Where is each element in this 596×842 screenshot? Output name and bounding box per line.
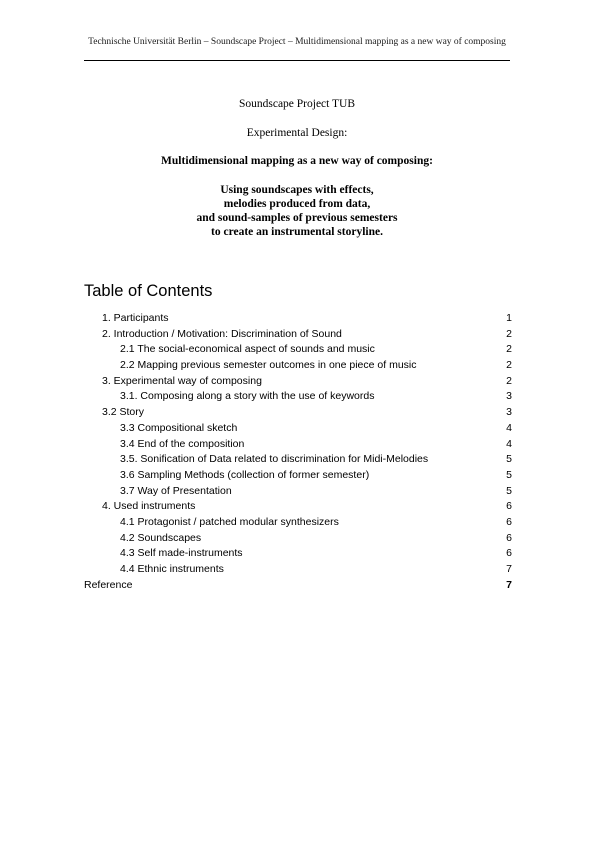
subtitle-line: Using soundscapes with effects,: [220, 184, 374, 196]
toc-entry-page: 7: [506, 563, 512, 575]
toc-entry-page: 4: [506, 437, 512, 450]
toc-entry-page: 2: [506, 359, 512, 372]
toc-entry-label: 3.7 Way of Presentation: [120, 484, 232, 497]
toc-entry[interactable]: [84, 358, 512, 374]
toc-entry[interactable]: [84, 342, 512, 358]
toc-entry[interactable]: [84, 531, 512, 547]
toc-entry-page: 6: [506, 547, 512, 560]
subtitle-block: [84, 183, 510, 239]
toc-entry[interactable]: [84, 311, 512, 327]
toc-entry-page: 5: [506, 453, 512, 466]
subtitle-line: and sound-samples of previous semesters: [196, 212, 398, 224]
toc-entry-label: 1. Participants: [102, 312, 169, 324]
toc-entry-label: 4.1 Protagonist / patched modular synthesizers: [120, 515, 339, 528]
toc-entry[interactable]: [84, 327, 512, 343]
subtitle-line: melodies produced from data,: [223, 198, 371, 210]
toc-entry-label: 2. Introduction / Motivation: Discrimination of Sound: [102, 327, 342, 340]
toc-entry-page: 6: [506, 500, 512, 513]
toc-entry-label: 4.4 Ethnic instruments: [120, 563, 224, 575]
subtitle-line: to create an instrumental storyline.: [211, 226, 383, 238]
toc-entry-page: 6: [506, 515, 512, 528]
table-of-contents: [84, 311, 512, 593]
toc-entry-page: 3: [506, 390, 512, 403]
design-label: Experimental Design:: [246, 127, 348, 139]
toc-entry-label: Reference: [84, 578, 133, 591]
toc-entry[interactable]: [84, 468, 512, 484]
header-rule: [84, 60, 510, 61]
toc-entry[interactable]: [84, 515, 512, 531]
toc-entry-page: 2: [506, 327, 512, 340]
toc-entry-label: 3.6 Sampling Methods (collection of former semester): [120, 468, 370, 481]
toc-entry-page: 5: [506, 468, 512, 481]
toc-entry-label: 2.1 The social-economical aspect of sounds and music: [120, 343, 375, 356]
toc-entry[interactable]: [84, 484, 512, 500]
toc-entry[interactable]: [84, 374, 512, 390]
toc-entry[interactable]: [84, 546, 512, 562]
toc-entry-page: 5: [506, 484, 512, 497]
toc-entry-page: 2: [506, 343, 512, 356]
toc-entry-page: 2: [506, 374, 512, 387]
toc-entry-label: 4.2 Soundscapes: [120, 531, 202, 544]
toc-entry-label: 2.2 Mapping previous semester outcomes in one piece of music: [120, 359, 417, 372]
toc-entry-label: 3.2 Story: [102, 406, 145, 419]
toc-entry[interactable]: [84, 562, 512, 578]
toc-entry-label: 3.5. Sonification of Data related to discrimination for Midi-Melodies: [120, 453, 429, 466]
toc-entry-label: 3.4 End of the composition: [120, 437, 245, 450]
toc-entry-page: 7: [506, 578, 512, 591]
toc-entry[interactable]: [84, 421, 512, 437]
toc-entry-label: 3. Experimental way of composing: [102, 374, 262, 387]
running-header: Technische Universität Berlin – Soundscape Project – Multidimensional mapping as a new way of composing: [88, 37, 506, 47]
toc-entry[interactable]: [84, 452, 512, 468]
toc-entry[interactable]: [84, 437, 512, 453]
toc-entry-page: 6: [506, 531, 512, 544]
main-title: Multidimensional mapping as a new way of composing:: [161, 155, 433, 167]
toc-entry-label: 4. Used instruments: [102, 500, 196, 513]
toc-entry[interactable]: [84, 578, 512, 594]
toc-entry-label: 4.3 Self made-instruments: [120, 547, 243, 560]
toc-entry-page: 4: [506, 421, 512, 434]
toc-entry[interactable]: [84, 499, 512, 515]
project-title: Soundscape Project TUB: [238, 98, 356, 110]
toc-entry-label: 3.3 Compositional sketch: [120, 421, 238, 434]
toc-entry-page: 1: [506, 312, 512, 324]
toc-entry-label: 3.1. Composing along a story with the use of keywords: [120, 390, 375, 403]
toc-entry[interactable]: [84, 405, 512, 421]
toc-entry[interactable]: [84, 389, 512, 405]
toc-entry-page: 3: [506, 406, 512, 419]
toc-heading: Table of Contents: [84, 282, 213, 300]
